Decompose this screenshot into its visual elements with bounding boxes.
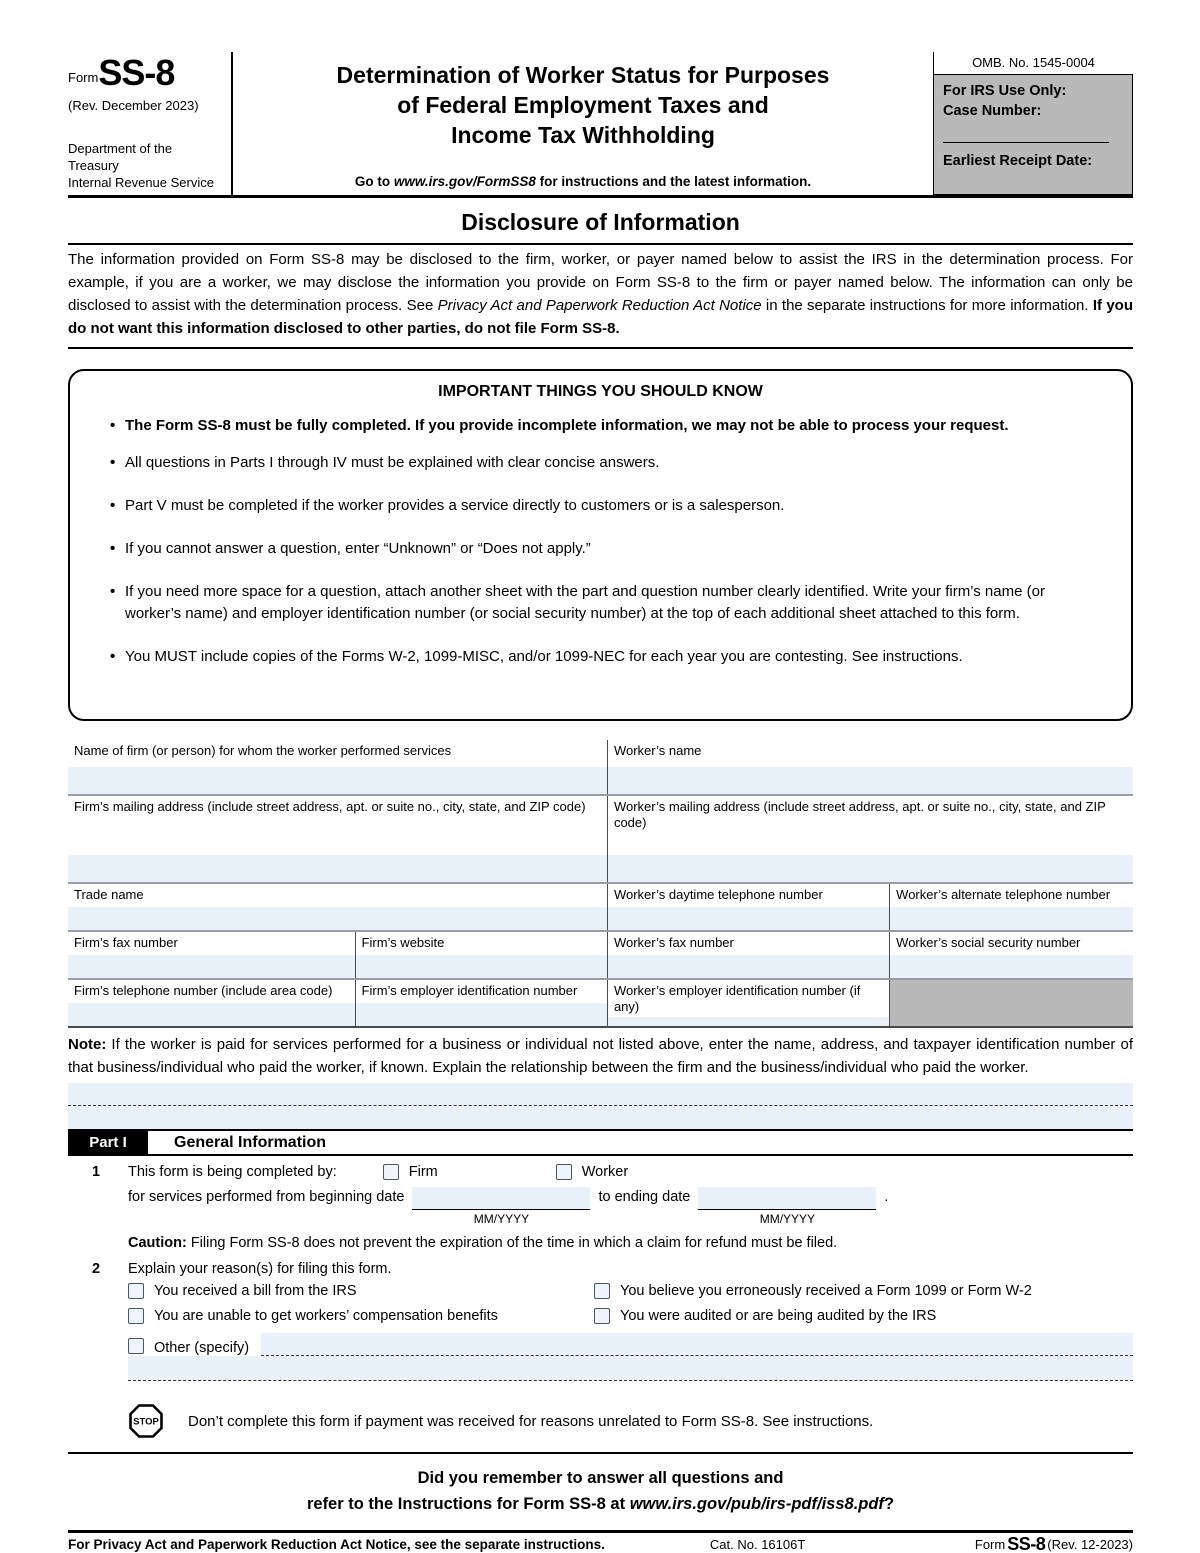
- table-row: [68, 794, 1133, 882]
- divider: [68, 1452, 1133, 1454]
- firm-phone-cell: [68, 980, 356, 1026]
- option-workers-comp: [128, 1308, 594, 1324]
- worker-name-cell: [608, 740, 1133, 794]
- identification-table: [68, 740, 1133, 1028]
- disclosure-paragraph: The information provided on Form SS-8 may be disclosed to the firm, worker, or payer named below to assist the IRS in the determination process. For example, if you are a worker, we may disclose the information you provide on Form SS-8 to the firm or payer named below. The information can only be disclosed to assist with the determination process. See Privacy Act and Paperwork Reduction Act Notice in the separate instructions for more information. If you do not want this information disclosed to other parties, do not file Form SS-8.: [68, 251, 1134, 337]
- worker-day-phone-label: Worker’s daytime telephone number: [613, 887, 823, 902]
- reminder-text: Did you remember to answer all questions and refer to the Instructions for Form SS-8 at www.irs.gov/pub/irs-pdf/iss8.pdf?: [306, 1469, 895, 1513]
- svg-text:STOP: STOP: [133, 1416, 159, 1428]
- agency-line2: Internal Revenue Service: [68, 175, 214, 190]
- stop-text: Don’t complete this form if payment was received for reasons unrelated to Form SS-8. See instructions.: [188, 1412, 874, 1430]
- worker-day-phone-input[interactable]: [608, 907, 889, 930]
- worker-alt-phone-input[interactable]: [890, 907, 1133, 930]
- reminder-url: www.irs.gov/pub/irs-pdf/iss8.pdf: [629, 1495, 884, 1513]
- important-bullet-1: • The Form SS-8 must be fully completed. If you provide incomplete information, we may not be able to process your request.: [108, 415, 1093, 437]
- question-2-number: 2: [92, 1261, 101, 1277]
- trade-name-cell: [68, 884, 608, 930]
- worker-fax-cell: [608, 932, 890, 978]
- irs-use-only-label: For IRS Use Only:: [943, 83, 1067, 99]
- irs-use-only-box: [933, 74, 1133, 195]
- worker-ein-cell: [608, 980, 890, 1026]
- important-bullet-6: • You MUST include copies of the Forms W-2, 1099-MISC, and/or 1099-NEC for each year you are contesting. See instructions.: [108, 646, 1093, 668]
- worker-name-input[interactable]: [608, 767, 1133, 794]
- worker-ein-label: Worker’s employer identification number (if any): [613, 983, 861, 1014]
- audited-label: You were audited or are being audited by the IRS: [620, 1308, 937, 1324]
- firm-name-input[interactable]: [68, 767, 607, 794]
- worker-checkbox[interactable]: [556, 1164, 572, 1180]
- firm-address-input[interactable]: [68, 855, 607, 882]
- table-row: [68, 930, 1133, 978]
- form-id-block: [68, 52, 233, 195]
- firm-ein-input[interactable]: [356, 1003, 607, 1026]
- firm-checkbox-label: Firm: [408, 1164, 438, 1180]
- catalog-number: Cat. No. 16106T: [709, 1537, 806, 1552]
- table-row: [68, 740, 1133, 794]
- shaded-cell: [890, 980, 1133, 1026]
- option-bill-from-irs: [128, 1283, 594, 1299]
- table-row: [68, 882, 1133, 930]
- worker-day-phone-cell: [608, 884, 890, 930]
- form-title-block: [233, 52, 933, 195]
- bill-from-irs-label: You received a bill from the IRS: [154, 1283, 357, 1299]
- firm-fax-label: Firm’s fax number: [74, 935, 178, 950]
- firm-website-cell: [356, 932, 608, 978]
- other-label: Other (specify): [154, 1340, 250, 1356]
- question-2: [68, 1261, 1133, 1277]
- important-box: [68, 369, 1133, 721]
- firm-checkbox[interactable]: [383, 1164, 399, 1180]
- important-bullet-5: • If you need more space for a question, attach another sheet with the part and question number clearly identified. Write your firm’s name (or worker’s name) and employer identification number (or social security number) at the top of each additional sheet attached to this form.: [108, 581, 1093, 625]
- note-entry-line1[interactable]: [68, 1083, 1133, 1106]
- sentence-period: .: [884, 1189, 889, 1205]
- form-revision: (Rev. December 2023): [68, 98, 199, 113]
- other-checkbox[interactable]: [128, 1338, 144, 1354]
- table-row: [68, 978, 1133, 1026]
- worker-address-input[interactable]: [608, 855, 1133, 882]
- note-entry-area: [68, 1083, 1133, 1129]
- worker-ssn-cell: [890, 932, 1133, 978]
- agency-line1: Department of the Treasury: [68, 141, 173, 173]
- firm-website-label: Firm’s website: [361, 935, 445, 950]
- firm-ein-label: Firm’s employer identification number: [361, 983, 578, 998]
- worker-ein-input[interactable]: [608, 1017, 889, 1026]
- question-2-options: [128, 1283, 1133, 1324]
- stop-notice: [128, 1403, 1133, 1439]
- other-specify-input-line2[interactable]: [128, 1356, 1133, 1381]
- form-number: SS-8: [98, 52, 175, 93]
- important-bullet-4: • If you cannot answer a question, enter “Unknown” or “Does not apply.”: [108, 538, 1093, 560]
- audited-checkbox[interactable]: [594, 1308, 610, 1324]
- other-specify-input[interactable]: [261, 1333, 1133, 1356]
- firm-name-cell: [68, 740, 608, 794]
- worker-alt-phone-cell: [890, 884, 1133, 930]
- question-1-text: This form is being completed by:: [128, 1164, 337, 1180]
- footer-form-id: Form SS-8 (Rev. 12-2023): [974, 1534, 1133, 1553]
- option-audited: [594, 1308, 1133, 1324]
- firm-fax-cell: [68, 932, 356, 978]
- page-footer: [68, 1534, 1133, 1553]
- erroneous-1099-label: You believe you erroneously received a Form 1099 or Form W-2: [620, 1283, 1032, 1299]
- beginning-date-format: MM/YYYY: [473, 1212, 530, 1226]
- question-2-text: Explain your reason(s) for filing this form.: [128, 1261, 392, 1277]
- divider: [68, 243, 1133, 245]
- question-1-dates: [128, 1187, 1133, 1226]
- case-number-label: Case Number:: [943, 103, 1042, 119]
- agency-name: [68, 140, 223, 191]
- divider: [68, 1530, 1133, 1533]
- trade-name-label: Trade name: [74, 887, 144, 902]
- divider: [68, 347, 1133, 349]
- worker-fax-label: Worker’s fax number: [613, 935, 734, 950]
- option-other: [128, 1333, 1133, 1356]
- note-paragraph: Note: If the worker is paid for services performed for a business or individual not listed above, enter the name, address, and taxpayer identification number of that business/individual who paid the worker, if known. Explain the relationship between the firm and the business/individual who paid the worker.: [68, 1036, 1133, 1076]
- form-header: [68, 52, 1133, 198]
- worker-alt-phone-label: Worker’s alternate telephone number: [896, 887, 1111, 902]
- firm-website-input[interactable]: [356, 955, 607, 978]
- workers-comp-label: You are unable to get workers’ compensation benefits: [154, 1308, 498, 1324]
- part1-title: General Information: [174, 1133, 327, 1151]
- firm-phone-label: Firm’s telephone number (include area code): [74, 983, 333, 998]
- case-number-field[interactable]: [943, 121, 1109, 143]
- bill-from-irs-checkbox[interactable]: [128, 1283, 144, 1299]
- privacy-act-notice: For Privacy Act and Paperwork Reduction Act Notice, see the separate instructions.: [68, 1537, 605, 1552]
- option-erroneous-1099: [594, 1283, 1133, 1299]
- workers-comp-checkbox[interactable]: [128, 1308, 144, 1324]
- trade-name-input[interactable]: [68, 907, 607, 930]
- form-word: Form: [68, 70, 99, 85]
- worker-fax-input[interactable]: [608, 955, 889, 978]
- ending-date-format: MM/YYYY: [759, 1212, 816, 1226]
- worker-ssn-label: Worker’s social security number: [896, 935, 1081, 950]
- question-1: [68, 1164, 1133, 1180]
- important-bullet-2: • All questions in Parts I through IV must be explained with clear concise answers.: [108, 452, 1093, 474]
- worker-ssn-input[interactable]: [890, 955, 1133, 978]
- firm-fax-input[interactable]: [68, 955, 355, 978]
- disclosure-heading: Disclosure of Information: [461, 209, 740, 235]
- firm-address-label: Firm’s mailing address (include street address, apt. or suite no., city, state, and ZIP code): [74, 799, 586, 814]
- caution-line: Caution: Filing Form SS-8 does not prevent the expiration of the time in which a claim for refund must be filed.: [128, 1235, 838, 1251]
- part1-header: [68, 1129, 1133, 1156]
- beginning-date-text: for services performed from beginning date: [128, 1189, 405, 1205]
- note-entry-line2[interactable]: [68, 1106, 1133, 1129]
- worker-address-cell: [608, 796, 1133, 882]
- ending-date-input[interactable]: [698, 1187, 876, 1210]
- firm-address-cell: [68, 796, 608, 882]
- worker-address-label: Worker’s mailing address (include street address, apt. or suite no., city, state, and ZIP code): [613, 799, 1106, 830]
- part1-badge: Part I: [68, 1131, 148, 1154]
- goto-instructions: Go to www.irs.gov/FormSS8 for instructions and the latest information.: [354, 174, 812, 189]
- worker-name-label: Worker’s name: [613, 743, 702, 758]
- beginning-date-input[interactable]: [412, 1187, 590, 1210]
- ending-date-text: to ending date: [598, 1189, 691, 1205]
- question-1-number: 1: [92, 1164, 101, 1180]
- earliest-receipt-label: Earliest Receipt Date:: [943, 153, 1093, 169]
- footer-form-number: SS-8: [1007, 1534, 1046, 1553]
- firm-name-label: Name of firm (or person) for whom the worker performed services: [74, 743, 452, 758]
- important-heading: IMPORTANT THINGS YOU SHOULD KNOW: [438, 383, 763, 400]
- firm-ein-cell: [356, 980, 608, 1026]
- stop-icon: [128, 1403, 164, 1439]
- erroneous-1099-checkbox[interactable]: [594, 1283, 610, 1299]
- firm-phone-input[interactable]: [68, 1003, 355, 1026]
- worker-checkbox-label: Worker: [581, 1164, 629, 1180]
- omb-number: OMB. No. 1545-0004: [933, 52, 1133, 74]
- goto-url: www.irs.gov/FormSS8: [393, 174, 536, 189]
- irs-use-block: [933, 52, 1133, 195]
- important-bullet-3: • Part V must be completed if the worker provides a service directly to customers or is a salesperson.: [108, 495, 1093, 517]
- form-title: Determination of Worker Status for Purposes of Federal Employment Taxes and Income Tax Withholding: [336, 62, 830, 148]
